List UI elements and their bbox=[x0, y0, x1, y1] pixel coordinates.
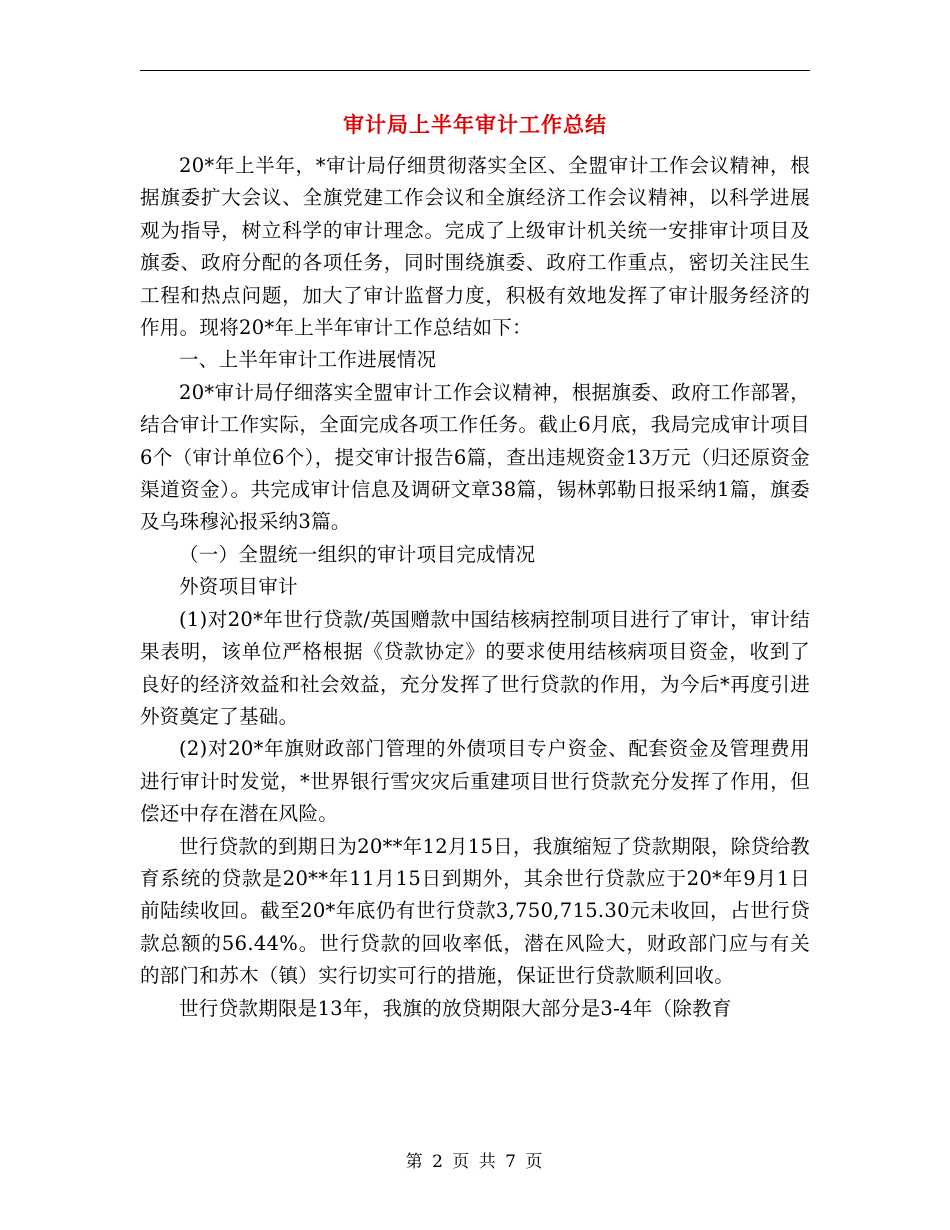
body-paragraph: (2)对20*年旗财政部门管理的外债项目专户资金、配套资金及管理费用进行审计时发觉，*世界银行雪灾灾后重建项目世行贷款充分发挥了作用，但偿还中存在潜在风险。 bbox=[140, 737, 810, 826]
section-heading: （一）全盟统一组织的审计项目完成情况 bbox=[179, 542, 536, 566]
section-heading: 一、上半年审计工作进展情况 bbox=[179, 348, 437, 372]
body-paragraph: 20*审计局仔细落实全盟审计工作会议精神，根据旗委、政府工作部署，结合审计工作实际，全面完成各项工作任务。截止6月底，我局完成审计项目6个（审计单位6个），提交审计报告6篇，查出违规资金13万元（归还原资金渠道资金）。共完成审计信息及调研文章38篇，锡林郭勒日报采纳1篇，旗委及乌珠穆沁报采纳3篇。 bbox=[140, 380, 810, 534]
body-paragraph: 20*年上半年，*审计局仔细贯彻落实全区、全盟审计工作会议精神，根据旗委扩大会议、全旗党建工作会议和全旗经济工作会议精神，以科学进展观为指导，树立科学的审计理念。完成了上级审计机关统一安排审计项目及旗委、政府分配的各项任务，同时围绕旗委、政府工作重点，密切关注民生工程和热点问题，加大了审计监督力度，积极有效地发挥了审计服务经济的作用。现将20*年上半年审计工作总结如下： bbox=[140, 154, 810, 340]
body-paragraph: (1)对20*年世行贷款/英国赠款中国结核病控制项目进行了审计，审计结果表明，该单位严格根据《贷款协定》的要求使用结核病项目资金，收到了良好的经济效益和社会效益，充分发挥了世行贷款的作用，为今后*再度引进外资奠定了基础。 bbox=[140, 607, 810, 728]
body-paragraph: 世行贷款期限是13年，我旗的放贷期限大部分是3-4年（除教育 bbox=[179, 996, 732, 1020]
header-rule bbox=[140, 70, 810, 71]
section-heading: 外资项目审计 bbox=[179, 575, 298, 599]
body-paragraph: 世行贷款的到期日为20**年12月15日，我旗缩短了贷款期限，除贷给教育系统的贷款是20**年11月15日到期外，其余世行贷款应于20*年9月1日前陆续收回。截至20*年底仍有世行贷款3,750,715.30元未收回，占世行贷款总额的56.44%。世行贷款的回收率低，潜在风险大，财政部门应与有关的部门和苏木（镇）实行切实可行的措施，保证世行贷款顺利回收。 bbox=[140, 834, 810, 988]
document-title: 审计局上半年审计工作总结 bbox=[343, 112, 607, 137]
document-body bbox=[140, 150, 810, 1025]
page-footer: 第 2 页 共 7 页 bbox=[405, 1152, 545, 1172]
